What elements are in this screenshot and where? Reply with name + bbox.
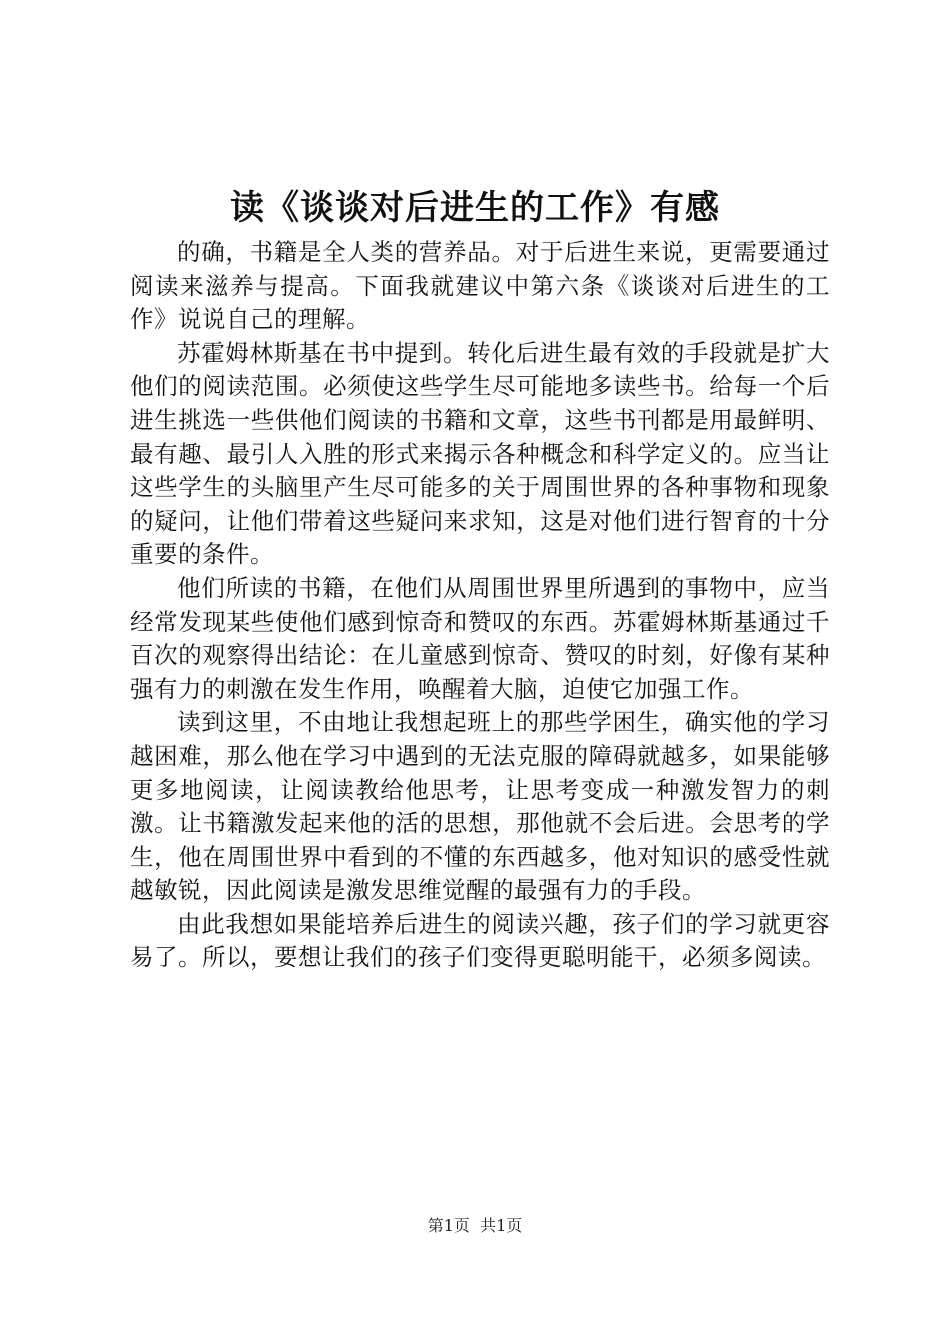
paragraph-2: 苏霍姆林斯基在书中提到。转化后进生最有效的手段就是扩大他们的阅读范围。必须使这些学生尽可能地多读些书。给每一个后进生挑选一些供他们阅读的书籍和文章，这些书刊都是用最鲜明、最有趣、最引人入胜的形式来揭示各种概念和科学定义的。应当让这些学生的头脑里产生尽可能多的关于周围世界的各种事物和现象的疑问，让他们带着这些疑问来求知，这是对他们进行智育的十分重要的条件。 [130,338,830,569]
paragraph-5: 由此我想如果能培养后进生的阅读兴趣，孩子们的学习就更容易了。所以，要想让我们的孩子们变得更聪明能干，必须多阅读。 [130,909,830,972]
paragraph-3: 他们所读的书籍，在他们从周围世界里所遇到的事物中，应当经常发现某些使他们感到惊奇和赞叹的东西。苏霍姆林斯基通过千百次的观察得出结论：在儿童感到惊奇、赞叹的时刻，好像有某种强有力的刺激在发生作用，唤醒着大脑，迫使它加强工作。 [130,573,830,703]
paragraph-4: 读到这里，不由地让我想起班上的那些学困生，确实他的学习越困难，那么他在学习中遇到的无法克服的障碍就越多，如果能够更多地阅读，让阅读教给他思考，让思考变成一种激发智力的刺激。让书籍激发起来他的活的思想，那他就不会后进。会思考的学生，他在周围世界中看到的不懂的东西越多，他对知识的感受性就越敏锐，因此阅读是激发思维觉醒的最强有力的手段。 [130,708,830,905]
page-number-label: 第1页 共1页 [427,1216,523,1235]
document-title: 读《谈谈对后进生的工作》有感 [230,188,720,228]
paragraph-1: 的确，书籍是全人类的营养品。对于后进生来说，更需要通过阅读来滋养与提高。下面我就建议中第六条《谈谈对后进生的工作》说说自己的理解。 [130,238,830,334]
page-footer [0,1214,950,1238]
document-body [130,236,830,975]
